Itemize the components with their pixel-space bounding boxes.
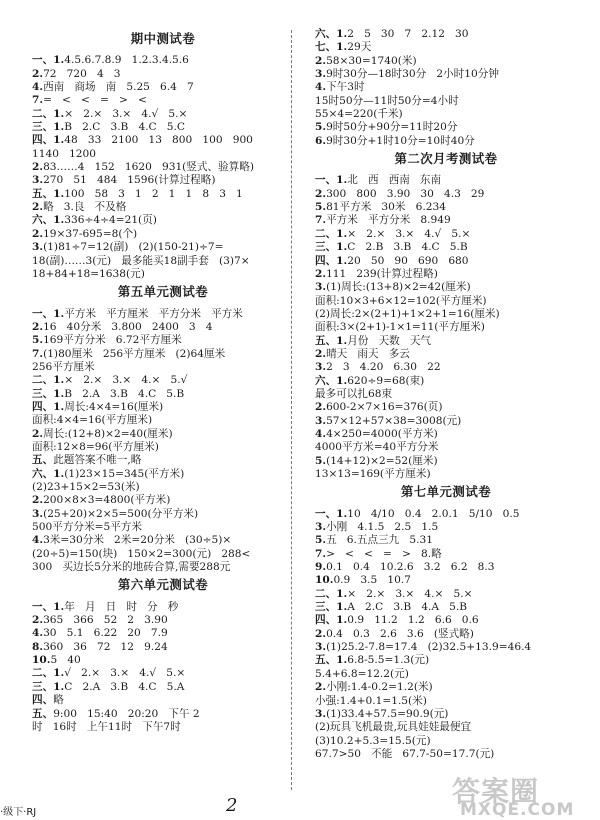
question-number: 二、1. bbox=[32, 667, 65, 680]
question-number: 2. bbox=[32, 320, 44, 333]
answer-text: 300 买边长5分米的地砖合算,需要288元 bbox=[32, 561, 231, 574]
answer-line bbox=[32, 308, 294, 321]
answer-text: 336÷4÷4=21(页) bbox=[64, 214, 157, 227]
answer-line bbox=[315, 308, 577, 321]
answer-line bbox=[315, 455, 577, 468]
question-number: 10. bbox=[315, 574, 334, 587]
answer-text: 9:00 15:40 20:20 下午 2 bbox=[53, 707, 200, 720]
answer-line bbox=[315, 41, 577, 54]
answer-line bbox=[32, 614, 294, 627]
answer-text: (3)10.2+5.3=15.5(元) bbox=[315, 734, 431, 747]
section-title: 第五单元测试卷 bbox=[117, 284, 209, 300]
answer-line bbox=[315, 695, 577, 708]
answer-text: 时 16时 上午11时 下午7时 bbox=[32, 720, 181, 733]
answer-text: 0.1 0.4 10.2.6 3.2 6.2 8.3 bbox=[326, 561, 495, 574]
answer-line bbox=[315, 255, 577, 268]
answer-text: 周长:4×4=16(厘米) bbox=[64, 400, 164, 413]
question-number: 3. bbox=[315, 414, 327, 427]
question-number: 6. bbox=[315, 134, 327, 147]
answer-text: 18(副)……3(元) 最多能买18副手套 (3)7× bbox=[32, 254, 250, 267]
answer-line bbox=[32, 428, 294, 441]
answer-text: 15时50分—11时50分=4小时 bbox=[315, 94, 459, 107]
answer-line bbox=[32, 641, 294, 654]
question-number: 2. bbox=[32, 227, 44, 240]
question-number: 2. bbox=[32, 201, 44, 214]
answer-text: 81平方米 30米 6.234 bbox=[326, 201, 446, 214]
question-number: 二、1. bbox=[315, 227, 348, 240]
answer-text: 略 3.良 不及格 bbox=[43, 201, 127, 214]
answer-line bbox=[315, 668, 577, 681]
answer-text: 五 6.五点三九 5.31 bbox=[326, 534, 433, 547]
answer-text: 北 西 西南 东南 bbox=[347, 174, 442, 187]
answer-text: 100 58 3 1 2 1 1 8 3 1 bbox=[64, 187, 243, 200]
answer-text: 18+84+18=1638(元) bbox=[32, 267, 145, 280]
answer-line bbox=[32, 494, 294, 507]
question-number: 五、 bbox=[32, 454, 54, 467]
question-number: 10. bbox=[32, 654, 51, 667]
question-number: 2. bbox=[32, 494, 44, 507]
answer-line bbox=[315, 68, 577, 81]
answer-text: 晴天 雨天 多云 bbox=[326, 347, 410, 360]
answer-text: 4000平方米=40平方分米 bbox=[315, 441, 439, 454]
answer-line bbox=[32, 108, 294, 121]
answer-text: B 2.A 3.B 4.C 5.B bbox=[64, 387, 185, 400]
answer-text: (1)25.2-7.8=17.4 (2)32.5+13.9=46.4 bbox=[326, 641, 532, 654]
answer-line bbox=[32, 348, 294, 361]
answer-line bbox=[32, 214, 294, 227]
answer-text: C 2.A 3.B 4.C 5.A bbox=[64, 680, 185, 693]
answer-line bbox=[32, 201, 294, 214]
question-number: 3. bbox=[315, 361, 327, 374]
question-number: 六、1. bbox=[32, 467, 65, 480]
question-number: 一、1. bbox=[315, 174, 348, 187]
answer-line bbox=[32, 94, 294, 107]
answer-text: 5 40 bbox=[50, 654, 81, 667]
answer-text: 72 720 4 3 bbox=[43, 67, 121, 80]
question-number: 五、1. bbox=[32, 187, 65, 200]
answer-text: 小刚 4.1.5 2.5 1.5 bbox=[326, 521, 439, 534]
answer-line bbox=[32, 148, 294, 161]
grade-label: ·级下·RJ bbox=[0, 807, 37, 818]
question-number: 3. bbox=[315, 641, 327, 654]
question-number: 四、1. bbox=[32, 400, 65, 413]
answer-text: 20 50 90 690 680 bbox=[347, 254, 469, 267]
answer-line bbox=[315, 548, 577, 561]
question-number: 9. bbox=[315, 561, 327, 574]
answer-text: 30 5.1 6.22 20 7.9 bbox=[43, 627, 168, 640]
answer-text: 0.9 11.2 1.2 6.6 0.6 bbox=[347, 614, 479, 627]
answer-line bbox=[315, 108, 577, 121]
answer-line bbox=[315, 641, 577, 654]
left-column bbox=[32, 28, 294, 734]
answer-line bbox=[32, 601, 294, 614]
question-number: 3. bbox=[315, 707, 327, 720]
answer-line bbox=[32, 54, 294, 67]
question-number: 5. bbox=[315, 534, 327, 547]
answer-text: 0.4 0.3 2.6 3.6 (竖式略) bbox=[326, 627, 474, 640]
question-number: 二、1. bbox=[32, 374, 65, 387]
question-number: 六、1. bbox=[315, 28, 348, 40]
answer-text: 平方米 平方分米 8.949 bbox=[326, 214, 451, 227]
answer-text: 83……4 152 1620 931(竖式、验算略) bbox=[43, 161, 255, 174]
watermark-url: MXQE.COM bbox=[460, 800, 575, 820]
question-number: 四、 bbox=[32, 694, 54, 707]
question-number: 3. bbox=[315, 281, 327, 294]
question-number: 五、 bbox=[32, 707, 54, 720]
answer-text: × 2.× 3.× 4.× 5.× bbox=[347, 587, 473, 600]
answer-line bbox=[315, 415, 577, 428]
answer-line bbox=[315, 361, 577, 374]
answer-text: 256平方厘米 bbox=[32, 360, 95, 373]
question-number: 二、1. bbox=[32, 107, 65, 120]
answer-text: 月份 天数 天气 bbox=[347, 334, 432, 347]
answer-text: × 2.× 3.× 4.√ 5.× bbox=[347, 227, 471, 240]
section-title: 期中测试卷 bbox=[130, 31, 196, 46]
answer-line bbox=[315, 468, 577, 481]
answer-text: (2)23+15×2=53(米) bbox=[32, 481, 140, 493]
answer-text: 小刚:1.4-0.2=1.2(米) bbox=[326, 681, 433, 694]
answer-line bbox=[315, 121, 577, 134]
question-number: 7. bbox=[32, 94, 44, 107]
answer-line bbox=[32, 508, 294, 521]
answer-line bbox=[32, 188, 294, 201]
answer-line bbox=[315, 748, 577, 761]
answer-line bbox=[315, 188, 577, 201]
question-number: 3. bbox=[32, 174, 44, 187]
answer-line bbox=[315, 214, 577, 227]
question-number: 4. bbox=[32, 81, 44, 94]
answer-text: 4.5.6.7.8.9 1.2.3.4.5.6 bbox=[64, 54, 189, 67]
question-number: 一、1. bbox=[32, 307, 65, 320]
answer-line bbox=[32, 468, 294, 481]
answer-text: 57×12+57×38=3008(元) bbox=[326, 414, 462, 427]
answer-text: 620÷9=68(束) bbox=[347, 374, 425, 387]
answer-line bbox=[315, 228, 577, 241]
answer-text: 200×8×3=4800(平方米) bbox=[43, 494, 171, 507]
answer-line bbox=[315, 521, 577, 534]
question-number: 5. bbox=[315, 201, 327, 214]
right-column bbox=[315, 28, 577, 761]
answer-line bbox=[32, 548, 294, 561]
question-number: 2. bbox=[32, 67, 44, 80]
answer-text: √ 2.× 3.× 4.√ 5.× bbox=[64, 667, 186, 680]
answer-text: 67.7>50 不能 67.7-50=17.7(元) bbox=[315, 747, 495, 760]
answer-text: B 2.C 3.B 4.C 5.C bbox=[64, 121, 185, 134]
answer-text: (1)80厘米 256平方厘米 (2)64厘米 bbox=[43, 347, 226, 360]
question-number: 2. bbox=[315, 347, 327, 360]
question-number: 2. bbox=[315, 187, 327, 200]
watermark-logo bbox=[452, 770, 600, 820]
answer-line bbox=[32, 121, 294, 134]
answer-line bbox=[32, 654, 294, 667]
answer-line bbox=[315, 735, 577, 748]
answer-line bbox=[315, 654, 577, 667]
question-number: 4. bbox=[315, 427, 327, 440]
answer-text: (14+12)×2=52(厘米) bbox=[326, 454, 438, 467]
answer-line bbox=[32, 374, 294, 387]
answer-line bbox=[315, 708, 577, 721]
question-number: 2. bbox=[315, 267, 327, 280]
answer-line bbox=[32, 268, 294, 281]
answer-text: 略 bbox=[53, 694, 64, 707]
question-number: 3. bbox=[32, 241, 44, 254]
question-number: 六、1. bbox=[315, 374, 348, 387]
question-number: 2. bbox=[315, 627, 327, 640]
answer-line bbox=[315, 534, 577, 547]
answer-text: 平方米 平方厘米 平方分米 平方米 bbox=[64, 307, 243, 320]
answer-line bbox=[315, 295, 577, 308]
answer-text: 365 366 52 2 3.90 bbox=[43, 614, 168, 627]
answer-line bbox=[315, 135, 577, 148]
answer-line bbox=[315, 201, 577, 214]
question-number: 七、1. bbox=[315, 41, 348, 54]
answer-line bbox=[32, 401, 294, 414]
answer-text: 10 4/10 0.4 2.0.1 5/10 0.5 bbox=[347, 507, 520, 520]
answer-text: 下午3时 bbox=[326, 81, 365, 94]
answer-text: 360 36 72 12 9.24 bbox=[43, 640, 168, 653]
answer-line bbox=[315, 428, 577, 441]
answer-line bbox=[32, 255, 294, 268]
answer-text: 面积:12×8=96(平方厘米) bbox=[32, 440, 159, 453]
answer-text: 48 33 2100 13 800 100 900 bbox=[64, 134, 253, 147]
question-number: 四、1. bbox=[315, 614, 348, 627]
answer-line bbox=[315, 441, 577, 454]
section-title: 第七单元测试卷 bbox=[400, 484, 492, 500]
answer-line bbox=[315, 681, 577, 694]
answer-text: > < < = > 8.略 bbox=[326, 547, 442, 560]
question-number: 二、1. bbox=[315, 587, 348, 600]
answer-line bbox=[315, 574, 577, 587]
answer-text: (2)玩具飞机最贵,玩具娃娃最便宜 bbox=[315, 721, 472, 734]
answer-line bbox=[32, 441, 294, 454]
answer-line bbox=[315, 508, 577, 521]
answer-line bbox=[315, 28, 577, 41]
answer-line bbox=[32, 161, 294, 174]
answer-line bbox=[315, 588, 577, 601]
answer-line bbox=[32, 481, 294, 494]
question-number: 2. bbox=[32, 161, 44, 174]
answer-text: 2 3 4.20 6.30 22 bbox=[326, 361, 441, 374]
answer-line bbox=[315, 388, 577, 401]
answer-line bbox=[32, 241, 294, 254]
answer-line bbox=[32, 534, 294, 547]
answer-text: 4×250=4000(平方米) bbox=[326, 427, 438, 440]
answer-text: 19×37-695=8(个) bbox=[43, 227, 138, 240]
answer-text: 16 40分米 3.800 2400 3 4 bbox=[43, 320, 213, 333]
answer-line bbox=[315, 281, 577, 294]
answer-text: 1140 1200 bbox=[32, 147, 97, 160]
answer-text: 6.8-5.5=1.3(元) bbox=[347, 654, 430, 667]
answer-line bbox=[32, 134, 294, 147]
answer-text: (2)周长:2×(2+1)+1×2+1=16(厘米) bbox=[315, 307, 500, 320]
answer-line bbox=[315, 348, 577, 361]
question-number: 四、1. bbox=[32, 134, 65, 147]
question-number: 一、1. bbox=[315, 507, 348, 520]
answer-text: 169平方分米 6.72平方厘米 bbox=[43, 334, 182, 347]
answer-text: × 2.× 3.× 4.√ 5.× bbox=[64, 107, 188, 120]
question-number: 4. bbox=[315, 81, 327, 94]
answer-line bbox=[315, 268, 577, 281]
answer-text: 周长:(12+8)×2=40(厘米) bbox=[43, 427, 173, 440]
answer-text: 小强:1.4+0.1=1.5(米) bbox=[315, 694, 427, 707]
answer-text: 9时50分+90分=11时20分 bbox=[326, 121, 458, 134]
answer-text: 29天 bbox=[347, 41, 372, 54]
answer-line bbox=[32, 681, 294, 694]
answer-text: A 2.C 3.B 4.A 5.B bbox=[347, 601, 468, 614]
question-number: 三、1. bbox=[32, 387, 65, 400]
question-number: 7. bbox=[315, 214, 327, 227]
answer-text: 最多可以扎68束 bbox=[315, 387, 393, 400]
column-divider bbox=[291, 30, 292, 790]
question-number: 三、1. bbox=[315, 241, 348, 254]
answer-line bbox=[32, 561, 294, 574]
answer-line bbox=[32, 361, 294, 374]
answer-line bbox=[315, 375, 577, 388]
answer-text: 0.9 3.5 10.7 bbox=[333, 574, 411, 587]
answer-text: = < < = > < bbox=[43, 94, 147, 107]
question-number: 3. bbox=[32, 507, 44, 520]
answer-text: 5.4+6.8=12.2(元) bbox=[315, 667, 409, 680]
answer-line bbox=[315, 601, 577, 614]
section-title: 第六单元测试卷 bbox=[117, 577, 209, 593]
answer-text: 2 5 30 7 2.12 30 bbox=[347, 28, 469, 40]
question-number: 六、1. bbox=[32, 214, 65, 227]
question-number: 5. bbox=[315, 121, 327, 134]
answer-text: (20÷5)=150(块) 150×2=300(元) 288< bbox=[32, 547, 251, 560]
page-number: 2 bbox=[226, 795, 238, 816]
answer-text: C 2.B 3.B 4.C 5.B bbox=[347, 241, 468, 254]
answer-line bbox=[32, 68, 294, 81]
question-number: 四、1. bbox=[315, 254, 348, 267]
section-title: 第二次月考测试卷 bbox=[394, 151, 498, 167]
answer-line bbox=[315, 174, 577, 187]
answer-line bbox=[32, 667, 294, 680]
answer-line bbox=[315, 401, 577, 414]
question-number: 3. bbox=[315, 521, 327, 534]
answer-line bbox=[315, 241, 577, 254]
answer-text: 面积:4×4=16(平方厘米) bbox=[32, 414, 153, 427]
answer-text: 600-2×7×16=376(页) bbox=[326, 401, 443, 414]
answer-text: 13×13=169(平方厘米) bbox=[315, 468, 431, 480]
question-number: 三、1. bbox=[32, 121, 65, 134]
answer-text: 面积:3×(2+1)-1×1=11(平方厘米) bbox=[315, 321, 485, 334]
answer-text: 年 月 日 时 分 秒 bbox=[64, 600, 179, 613]
answer-text: 500平方分米=5平方米 bbox=[32, 521, 142, 534]
answer-line bbox=[32, 521, 294, 534]
answer-line bbox=[32, 334, 294, 347]
answer-line bbox=[32, 414, 294, 427]
answer-line bbox=[315, 561, 577, 574]
answer-line bbox=[315, 95, 577, 108]
answer-line bbox=[32, 388, 294, 401]
question-number: 5. bbox=[32, 334, 44, 347]
answer-text: 9时30分—18时30分 2小时10分钟 bbox=[326, 68, 499, 81]
question-number: 五、1. bbox=[315, 654, 348, 667]
answer-text: 此题答案不唯一,略 bbox=[53, 454, 142, 467]
question-number: 4. bbox=[32, 627, 44, 640]
answer-line bbox=[32, 721, 294, 734]
answer-text: 3米=30分米 2米=20分米 (30÷5)× bbox=[43, 534, 232, 547]
answer-text: 270 51 484 1596(计算过程略) bbox=[43, 174, 216, 187]
answer-text: 55×4=220(千米) bbox=[315, 108, 403, 121]
answer-text: 58×30=1740(米) bbox=[326, 54, 417, 67]
watermark-text: 答案圈 bbox=[452, 775, 540, 808]
question-number: 一、1. bbox=[32, 54, 65, 67]
answer-line bbox=[315, 55, 577, 68]
answer-text: 西南 商场 南 5.25 6.4 7 bbox=[43, 81, 194, 94]
question-number: 4. bbox=[32, 534, 44, 547]
question-number: 2. bbox=[315, 54, 327, 67]
question-number: 五、1. bbox=[315, 334, 348, 347]
question-number: 3. bbox=[315, 68, 327, 81]
answer-line bbox=[315, 321, 577, 334]
question-number: 三、1. bbox=[315, 601, 348, 614]
answer-line bbox=[32, 228, 294, 241]
question-number: 2. bbox=[32, 614, 44, 627]
question-number: 一、1. bbox=[32, 600, 65, 613]
answer-line bbox=[315, 614, 577, 627]
answer-line bbox=[32, 454, 294, 467]
question-number: 三、1. bbox=[32, 680, 65, 693]
answer-line bbox=[315, 335, 577, 348]
question-number: 8. bbox=[32, 640, 44, 653]
answer-line bbox=[32, 708, 294, 721]
question-number: 2. bbox=[315, 401, 327, 414]
answer-line bbox=[315, 628, 577, 641]
answer-line bbox=[32, 694, 294, 707]
answer-text: × 2.× 3.× 4.× 5.√ bbox=[64, 374, 188, 387]
question-number: 2. bbox=[315, 681, 327, 694]
answer-text: (1)23×15=345(平方米) bbox=[64, 467, 185, 480]
answer-line bbox=[315, 721, 577, 734]
answer-text: (25+20)×2×5=500(分平方米) bbox=[43, 507, 199, 520]
answer-line bbox=[32, 321, 294, 334]
answer-line bbox=[32, 81, 294, 94]
question-number: 2. bbox=[32, 427, 44, 440]
answer-text: (1)33.4+57.5=90.9(元) bbox=[326, 707, 449, 720]
answer-line bbox=[32, 174, 294, 187]
answer-text: (1)81÷7=12(副) (2)(150-21)÷7= bbox=[43, 241, 224, 254]
answer-text: 9时30分+1时10分=10时40分 bbox=[326, 134, 475, 147]
question-number: 5. bbox=[315, 454, 327, 467]
answer-text: 面积:10×3+6×12=102(平方厘米) bbox=[315, 294, 487, 307]
answer-line bbox=[32, 627, 294, 640]
question-number: 7. bbox=[315, 547, 327, 560]
answer-text: 300 800 3.90 30 4.3 29 bbox=[326, 187, 485, 200]
answer-text: 111 239(计算过程略) bbox=[326, 267, 438, 280]
answer-text: (1)周长:(13+8)×2=42(厘米) bbox=[326, 281, 471, 294]
answer-line bbox=[315, 81, 577, 94]
question-number: 7. bbox=[32, 347, 44, 360]
